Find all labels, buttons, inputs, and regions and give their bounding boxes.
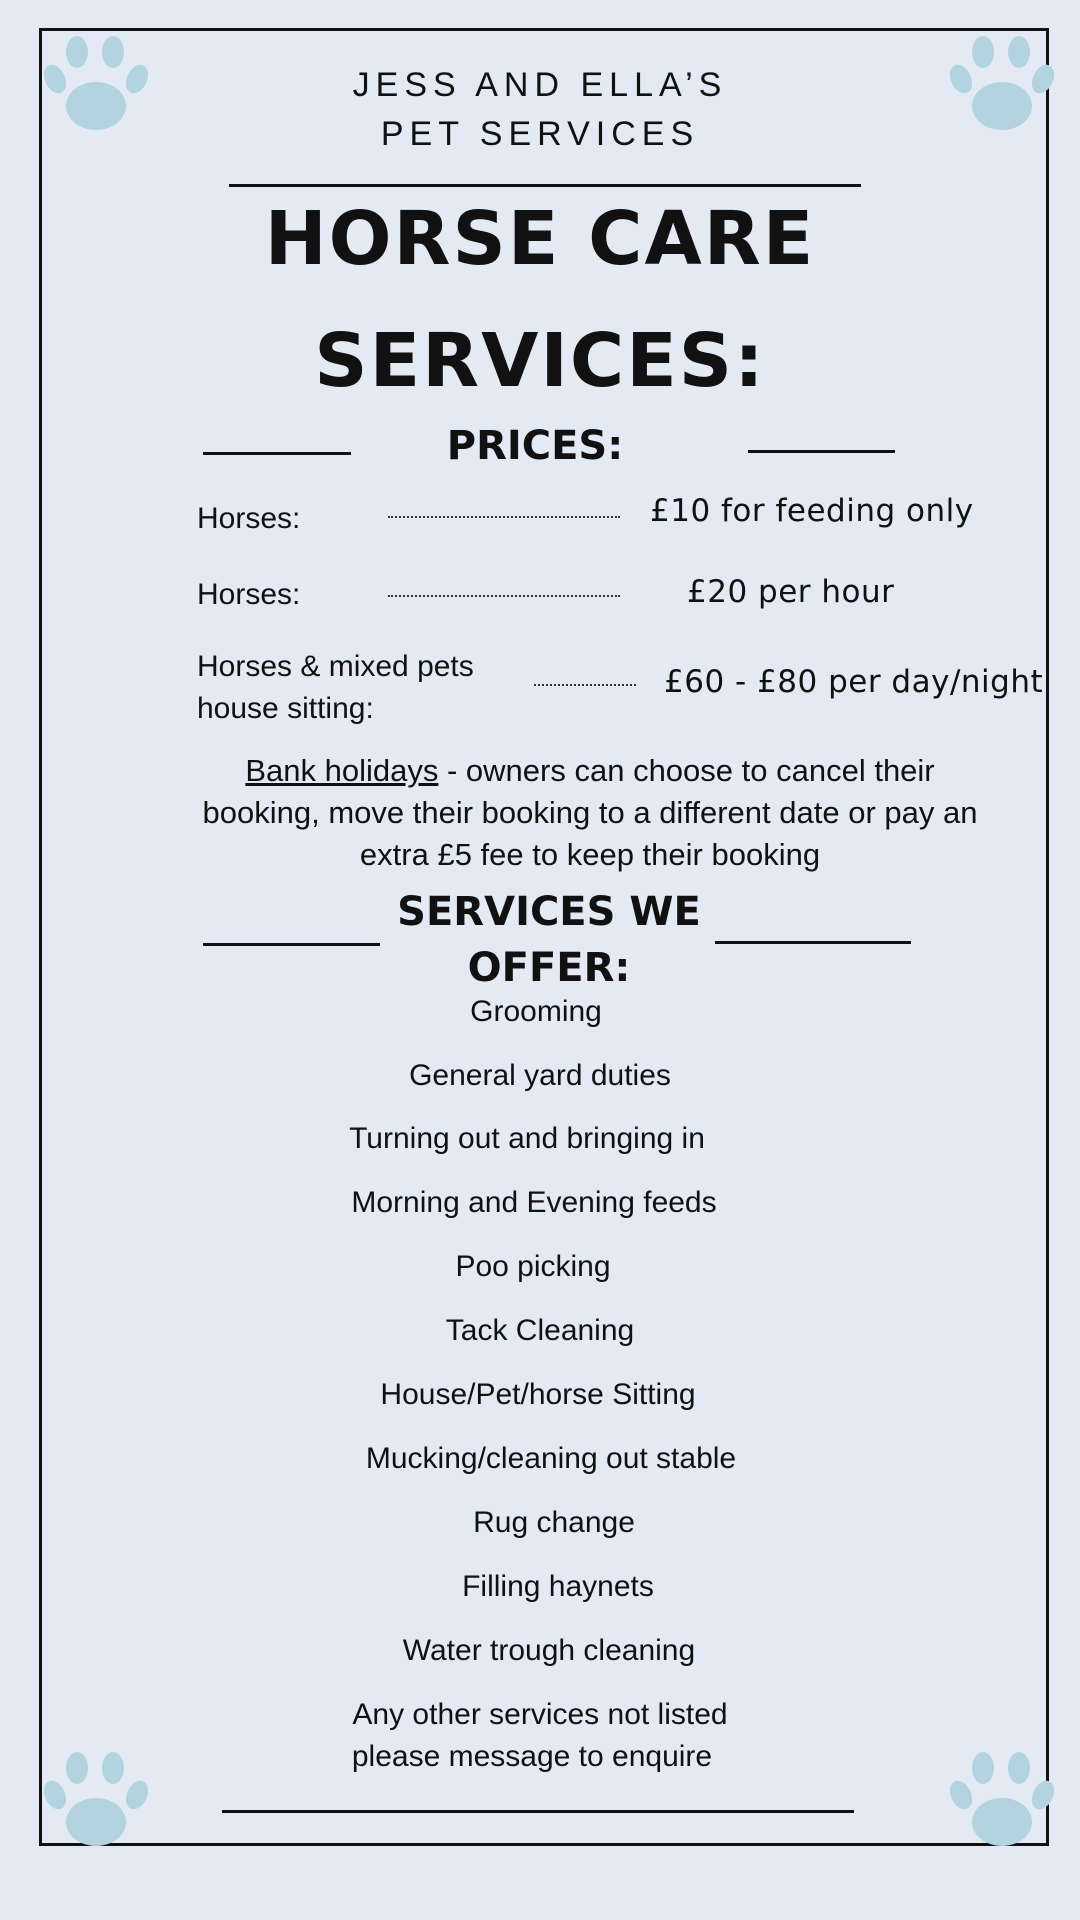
price-label: house sitting: (197, 692, 374, 725)
page-title-line-1: HORSE CARE (264, 196, 816, 282)
service-item: Rug change (473, 1506, 635, 1539)
dotted-leader (388, 595, 620, 597)
divider (748, 450, 895, 453)
service-item: Poo picking (455, 1250, 611, 1283)
services-footer-line-1: Any other services not listed (352, 1698, 728, 1731)
service-item: Morning and Evening feeds (351, 1186, 717, 1219)
service-item: General yard duties (409, 1059, 671, 1092)
service-item: Turning out and bringing in (349, 1122, 705, 1155)
service-item: Water trough cleaning (402, 1634, 696, 1667)
dotted-leader (388, 516, 620, 518)
dotted-leader (534, 684, 636, 686)
divider (203, 452, 351, 455)
price-label: Horses & mixed pets (197, 650, 474, 683)
note-text: booking, move their booking to a different date or pay an (202, 795, 978, 830)
services-footer-line-2: please message to enquire (351, 1740, 713, 1773)
bank-holidays-link-text: Bank holidays (245, 753, 439, 788)
service-item: Filling haynets (462, 1570, 654, 1603)
service-item: House/Pet/horse Sitting (380, 1378, 696, 1411)
service-item: Tack Cleaning (445, 1314, 635, 1347)
divider (715, 941, 911, 944)
divider (222, 1810, 854, 1813)
brand-line-1: JESS AND ELLA’S (352, 66, 728, 104)
services-heading-line-1: SERVICES WE (397, 889, 701, 935)
service-item: Grooming (470, 995, 602, 1028)
price-label: Horses: (197, 502, 301, 535)
divider (203, 943, 380, 946)
divider (229, 184, 861, 187)
service-item: Mucking/cleaning out stable (365, 1442, 737, 1475)
price-value: £20 per hour (687, 574, 895, 610)
price-value: £10 for feeding only (650, 493, 974, 529)
bank-holiday-note (140, 750, 1040, 876)
price-label: Horses: (197, 578, 301, 611)
prices-heading: PRICES: (446, 423, 624, 469)
note-text: extra £5 fee to keep their booking (359, 837, 821, 872)
page-title-line-2: SERVICES: (314, 318, 766, 404)
services-heading-line-2: OFFER: (467, 945, 631, 991)
note-text: - owners can choose to cancel their (438, 753, 935, 788)
price-value: £60 - £80 per day/night (664, 664, 1044, 700)
brand-line-2: PET SERVICES (380, 115, 700, 153)
